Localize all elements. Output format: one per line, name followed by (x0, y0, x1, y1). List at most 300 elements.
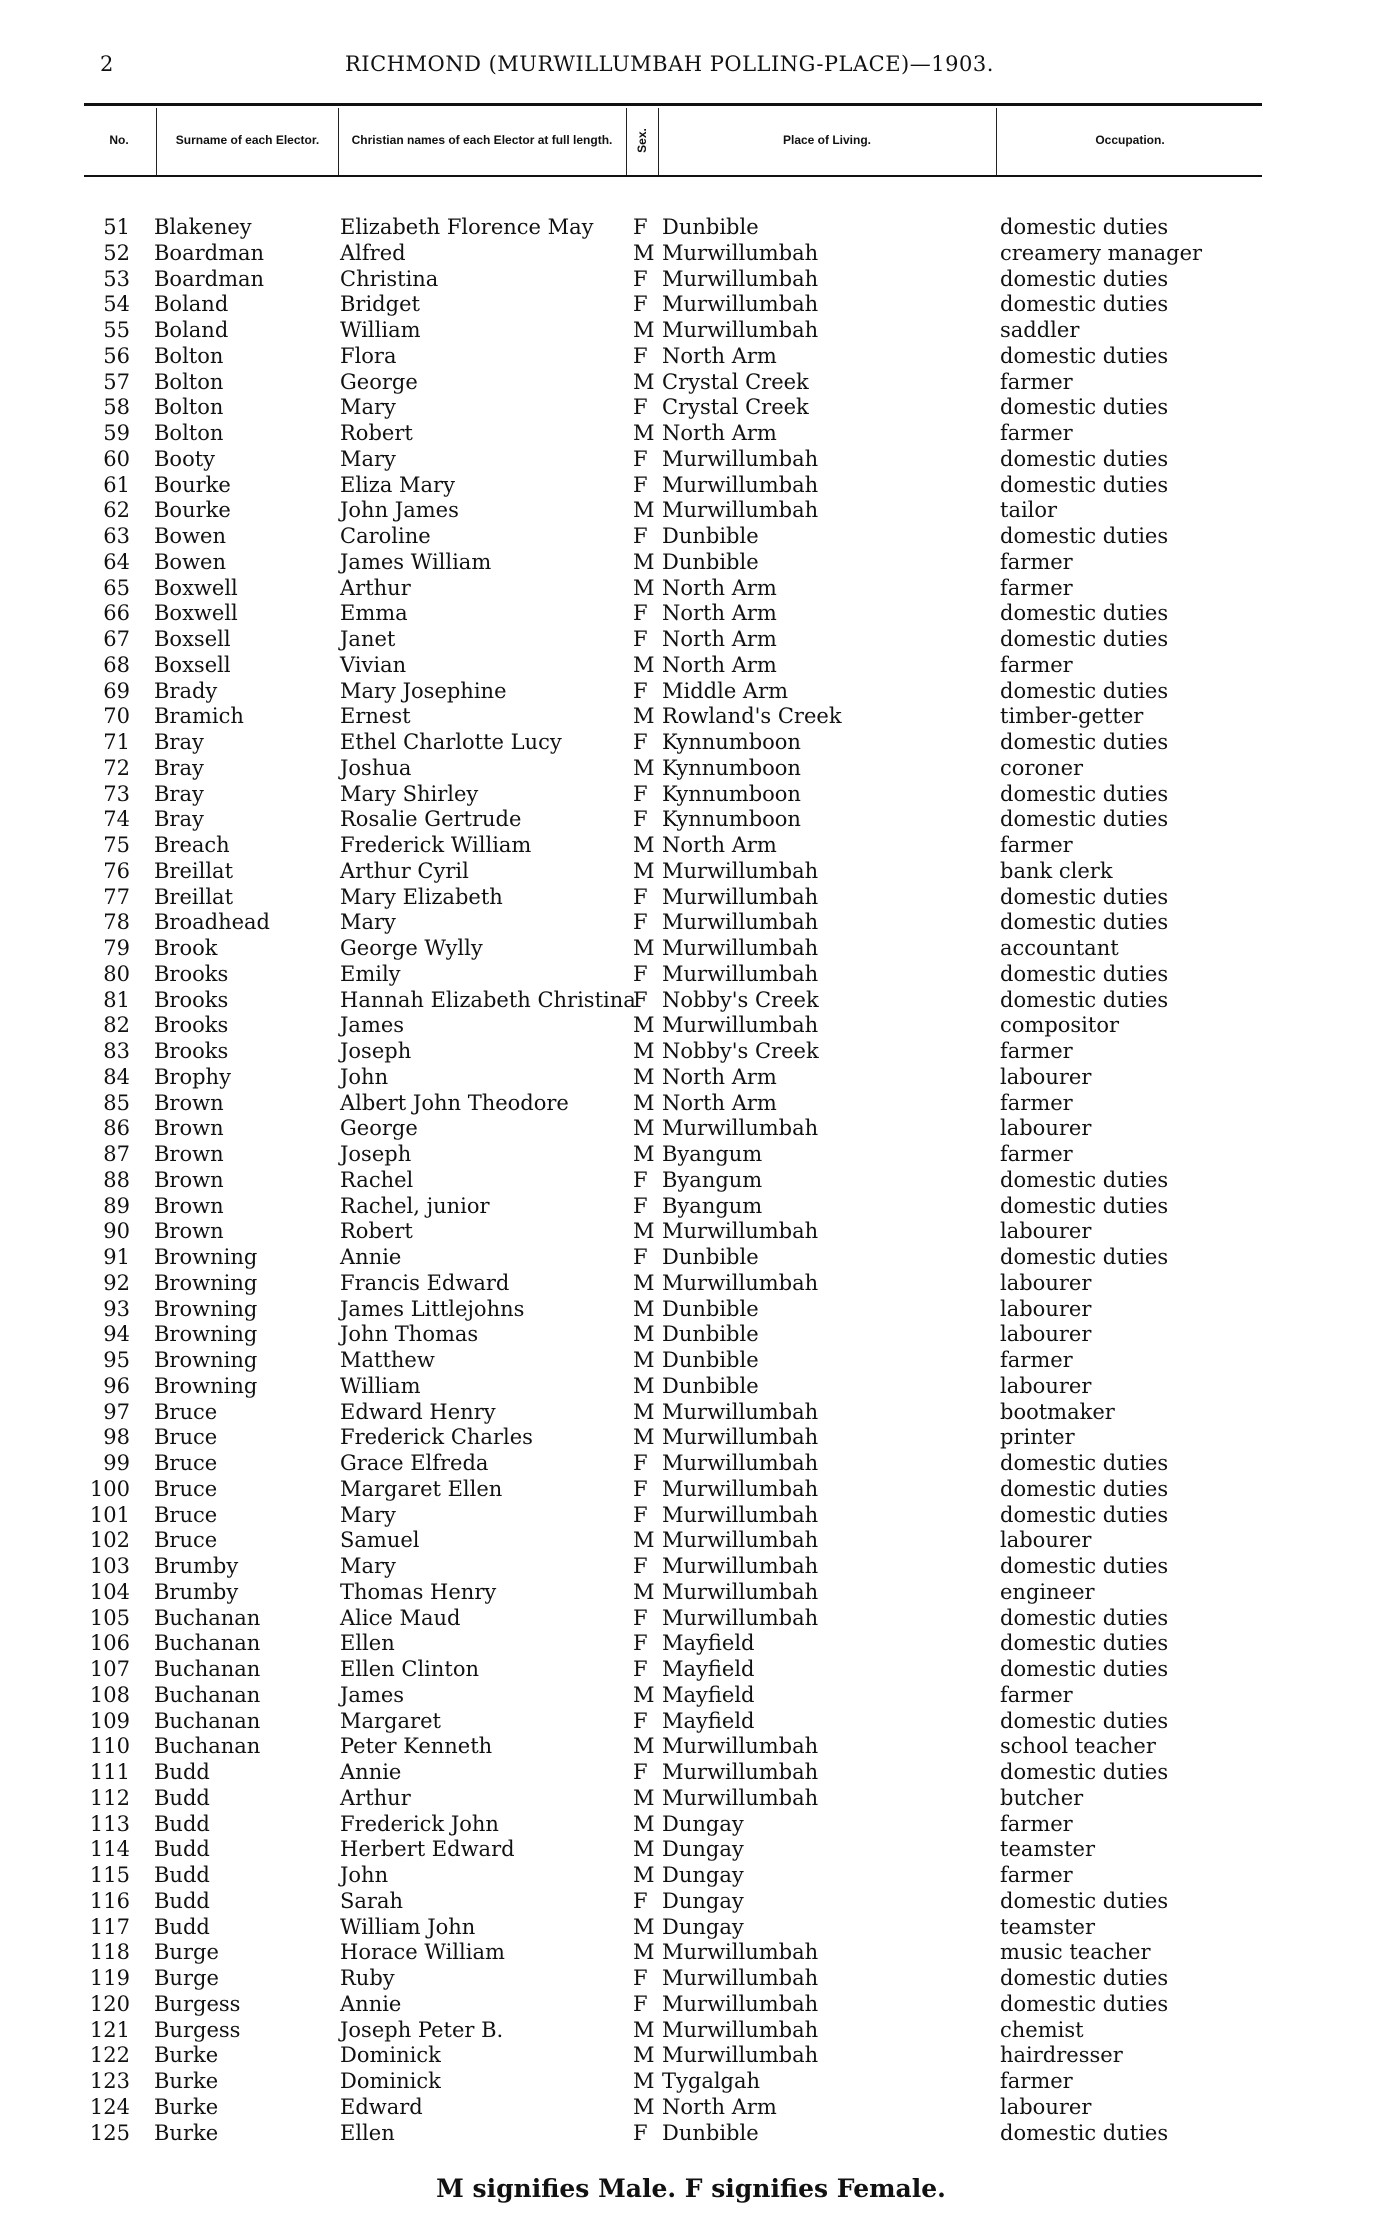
elector-christian-names: Annie (340, 1991, 402, 2016)
elector-place: North Arm (662, 421, 777, 445)
elector-christian-names: Annie (340, 1760, 402, 1784)
elector-occupation: coroner (1000, 755, 1084, 780)
elector-surname: Boxsell (154, 652, 231, 677)
elector-sex: F (633, 395, 648, 420)
elector-sex: F (633, 472, 648, 497)
elector-number: 106 (89, 1631, 130, 1656)
elector-number: 61 (103, 472, 130, 497)
elector-surname: Boxwell (154, 601, 238, 626)
elector-number: 90 (103, 1219, 130, 1244)
elector-christian-names: James (340, 1013, 405, 1038)
elector-occupation: butcher (1000, 1785, 1084, 1810)
elector-number: 81 (103, 987, 130, 1012)
elector-sex: M (633, 318, 655, 342)
elector-occupation: domestic duties (1000, 961, 1169, 986)
elector-occupation: domestic duties (1000, 678, 1169, 703)
elector-number: 84 (103, 1064, 130, 1089)
elector-surname: Brophy (154, 1064, 231, 1089)
elector-place: Murwillumbah (662, 1116, 819, 1141)
elector-occupation: farmer (1000, 1039, 1073, 1063)
elector-place: Nobby's Creek (662, 1039, 819, 1063)
elector-sex: F (633, 1476, 648, 1501)
elector-christian-names: Emily (340, 961, 401, 986)
table-row (0, 1527, 1382, 1553)
elector-sex: F (633, 1631, 648, 1656)
table-row (0, 1218, 1382, 1244)
table-row (0, 497, 1382, 523)
elector-christian-names: Frederick William (340, 833, 532, 857)
elector-occupation: farmer (1000, 369, 1073, 394)
table-row (0, 394, 1382, 420)
table-row (0, 1862, 1382, 1888)
elector-place: Dungay (662, 1914, 744, 1939)
elector-sex: M (633, 1013, 655, 1038)
elector-surname: Burge (154, 1940, 219, 1965)
elector-surname: Burgess (154, 2017, 241, 2042)
elector-christian-names: Mary (340, 1502, 396, 1527)
elector-sex: M (633, 2043, 655, 2068)
elector-number: 110 (89, 1734, 130, 1759)
elector-number: 86 (103, 1116, 130, 1141)
elector-christian-names: John (340, 1064, 389, 1089)
elector-number: 59 (103, 421, 130, 445)
elector-number: 115 (89, 1863, 130, 1887)
elector-sex: F (633, 266, 648, 291)
elector-sex: M (633, 1682, 655, 1707)
elector-sex: F (633, 1502, 648, 1527)
elector-christian-names: Ellen Clinton (340, 1657, 480, 1681)
elector-christian-names: Alfred (340, 240, 406, 265)
elector-number: 117 (89, 1914, 130, 1939)
table-row (0, 1759, 1382, 1785)
table-row (0, 2042, 1382, 2068)
elector-occupation: domestic duties (1000, 1657, 1169, 1681)
elector-christian-names: William John (340, 1914, 476, 1939)
elector-number: 88 (103, 1167, 130, 1192)
elector-occupation: labourer (1000, 1528, 1092, 1553)
col-header-occupation: Occupation. (1095, 132, 1165, 147)
elector-surname: Breillat (154, 858, 234, 883)
elector-christian-names: Mary (340, 910, 396, 935)
table-row (0, 1167, 1382, 1193)
elector-number: 101 (89, 1502, 130, 1527)
elector-occupation: farmer (1000, 549, 1073, 574)
elector-surname: Buchanan (154, 1708, 261, 1733)
elector-surname: Brumby (154, 1579, 239, 1604)
elector-place: Dungay (662, 1888, 744, 1913)
elector-place: Murwillumbah (662, 240, 819, 265)
elector-surname: Browning (154, 1373, 258, 1398)
elector-sex: M (633, 1811, 655, 1836)
elector-surname: Budd (154, 1785, 210, 1810)
elector-number: 85 (103, 1090, 130, 1115)
elector-sex: M (633, 1528, 655, 1553)
elector-occupation: farmer (1000, 652, 1073, 677)
elector-number: 124 (89, 2094, 130, 2119)
elector-sex: F (633, 1708, 648, 1733)
elector-surname: Brady (154, 678, 218, 703)
elector-sex: M (633, 1399, 655, 1424)
elector-christian-names: Arthur (340, 575, 411, 600)
elector-surname: Brown (154, 1142, 224, 1166)
table-row (0, 1502, 1382, 1528)
elector-occupation: creamery manager (1000, 240, 1203, 265)
table-row (0, 1553, 1382, 1579)
elector-christian-names: Annie (340, 1245, 402, 1269)
elector-sex: F (633, 961, 648, 986)
col-header-place: Place of Living. (782, 132, 872, 147)
elector-place: North Arm (662, 1090, 777, 1115)
elector-sex: F (633, 781, 648, 806)
elector-surname: Burgess (154, 1991, 241, 2016)
elector-place: Murwillumbah (662, 318, 819, 342)
table-row (0, 1090, 1382, 1116)
elector-number: 75 (103, 833, 130, 857)
elector-surname: Bourke (154, 472, 231, 497)
table-row (0, 858, 1382, 884)
elector-sex: M (633, 2017, 655, 2042)
table-row (0, 266, 1382, 292)
elector-surname: Broadhead (154, 910, 270, 935)
table-row (0, 1424, 1382, 1450)
elector-number: 94 (103, 1322, 130, 1347)
elector-surname: Burke (154, 2094, 219, 2119)
elector-sex: M (633, 1116, 655, 1141)
elector-place: Murwillumbah (662, 266, 819, 291)
elector-surname: Bolton (154, 343, 224, 368)
col-header-no: No. (109, 132, 129, 147)
elector-place: Mayfield (662, 1708, 755, 1733)
elector-occupation: domestic duties (1000, 1708, 1169, 1733)
table-row (0, 1682, 1382, 1708)
elector-sex: F (633, 1167, 648, 1192)
elector-surname: Bruce (154, 1451, 218, 1475)
elector-place: Murwillumbah (662, 1605, 819, 1630)
elector-surname: Bruce (154, 1425, 218, 1450)
elector-christian-names: Herbert Edward (340, 1837, 515, 1862)
elector-place: Murwillumbah (662, 1399, 819, 1424)
elector-occupation: farmer (1000, 421, 1073, 445)
elector-place: North Arm (662, 833, 777, 857)
elector-number: 93 (103, 1296, 130, 1321)
elector-place: Kynnumboon (662, 730, 801, 754)
elector-christian-names: Margaret (340, 1708, 441, 1733)
elector-surname: Bray (154, 781, 204, 806)
elector-occupation: domestic duties (1000, 884, 1169, 909)
elector-number: 62 (103, 498, 130, 523)
elector-place: North Arm (662, 652, 777, 677)
elector-number: 79 (103, 936, 130, 960)
elector-number: 114 (89, 1837, 130, 1862)
elector-place: Dunbible (662, 215, 759, 239)
elector-christian-names: Rosalie Gertrude (340, 807, 522, 832)
elector-sex: F (633, 1657, 648, 1681)
elector-place: Murwillumbah (662, 292, 819, 317)
elector-number: 104 (89, 1579, 130, 1604)
elector-number: 107 (89, 1657, 130, 1681)
elector-place: North Arm (662, 575, 777, 600)
elector-occupation: domestic duties (1000, 395, 1169, 420)
elector-occupation: domestic duties (1000, 266, 1169, 291)
table-row (0, 1064, 1382, 1090)
table-row (0, 1244, 1382, 1270)
col-header-surname: Surname of each Elector. (175, 132, 320, 147)
elector-sex: M (633, 1579, 655, 1604)
elector-occupation: farmer (1000, 1863, 1073, 1887)
elector-christian-names: Edward Henry (340, 1399, 496, 1424)
elector-occupation: domestic duties (1000, 343, 1169, 368)
elector-occupation: domestic duties (1000, 1631, 1169, 1656)
elector-surname: Bray (154, 807, 204, 832)
elector-occupation: domestic duties (1000, 446, 1169, 471)
elector-occupation: labourer (1000, 1322, 1092, 1347)
elector-occupation: farmer (1000, 1142, 1073, 1166)
elector-christian-names: Joshua (340, 755, 412, 780)
elector-occupation: compositor (1000, 1013, 1120, 1038)
elector-surname: Brown (154, 1167, 224, 1192)
elector-sex: M (633, 240, 655, 265)
elector-place: North Arm (662, 601, 777, 626)
table-row (0, 1476, 1382, 1502)
elector-occupation: domestic duties (1000, 730, 1169, 754)
elector-number: 108 (89, 1682, 130, 1707)
elector-place: Dunbible (662, 2120, 759, 2145)
elector-surname: Brumby (154, 1554, 239, 1578)
elector-sex: F (633, 884, 648, 909)
elector-surname: Buchanan (154, 1657, 261, 1681)
elector-sex: F (633, 1991, 648, 2016)
elector-occupation: domestic duties (1000, 1605, 1169, 1630)
elector-sex: F (633, 1451, 648, 1475)
elector-sex: F (633, 1193, 648, 1218)
elector-number: 52 (103, 240, 130, 265)
elector-christian-names: Mary (340, 446, 396, 471)
elector-surname: Brooks (154, 987, 229, 1012)
elector-christian-names: Alice Maud (340, 1605, 461, 1630)
elector-place: Murwillumbah (662, 1219, 819, 1244)
elector-occupation: domestic duties (1000, 781, 1169, 806)
elector-christian-names: Mary (340, 395, 396, 420)
elector-christian-names: Ellen (340, 2120, 395, 2145)
elector-occupation: labourer (1000, 1219, 1092, 1244)
elector-christian-names: William (340, 318, 421, 342)
elector-christian-names: Peter Kenneth (340, 1734, 493, 1759)
elector-occupation: domestic duties (1000, 1167, 1169, 1192)
col-divider (996, 108, 997, 176)
table-row (0, 2094, 1382, 2120)
elector-surname: Breillat (154, 884, 234, 909)
header-rule-top (84, 103, 1262, 106)
elector-surname: Boland (154, 318, 229, 342)
elector-surname: Browning (154, 1348, 258, 1372)
elector-occupation: domestic duties (1000, 1451, 1169, 1475)
elector-occupation: domestic duties (1000, 987, 1169, 1012)
elector-christian-names: Joseph Peter B. (340, 2017, 504, 2042)
elector-occupation: farmer (1000, 833, 1073, 857)
elector-occupation: bootmaker (1000, 1399, 1115, 1424)
elector-number: 92 (103, 1270, 130, 1295)
elector-place: Dungay (662, 1837, 744, 1862)
col-divider (658, 108, 659, 176)
elector-christian-names: Frederick John (340, 1811, 499, 1836)
elector-surname: Burke (154, 2120, 219, 2145)
elector-occupation: domestic duties (1000, 1760, 1169, 1784)
elector-sex: F (633, 524, 648, 548)
elector-place: Murwillumbah (662, 858, 819, 883)
elector-place: Murwillumbah (662, 1760, 819, 1784)
elector-christian-names: Christina (340, 266, 439, 291)
elector-sex: F (633, 1888, 648, 1913)
elector-sex: F (633, 1605, 648, 1630)
elector-surname: Blakeney (154, 215, 252, 239)
table-row (0, 961, 1382, 987)
table-row (0, 1012, 1382, 1038)
table-row (0, 1991, 1382, 2017)
elector-number: 68 (103, 652, 130, 677)
elector-place: Murwillumbah (662, 936, 819, 960)
elector-surname: Buchanan (154, 1605, 261, 1630)
table-row (0, 523, 1382, 549)
elector-place: Murwillumbah (662, 1013, 819, 1038)
elector-occupation: farmer (1000, 575, 1073, 600)
elector-christian-names: Robert (340, 1219, 413, 1244)
elector-christian-names: Rachel, junior (340, 1193, 490, 1218)
sex-legend: M signifies Male. F signifies Female. (436, 2174, 946, 2203)
elector-number: 99 (103, 1451, 130, 1475)
elector-sex: M (633, 1734, 655, 1759)
elector-sex: F (633, 910, 648, 935)
elector-number: 66 (103, 601, 130, 626)
elector-surname: Boland (154, 292, 229, 317)
elector-surname: Bruce (154, 1476, 218, 1501)
elector-place: Mayfield (662, 1657, 755, 1681)
elector-surname: Brooks (154, 1013, 229, 1038)
elector-number: 67 (103, 627, 130, 651)
elector-surname: Bray (154, 730, 204, 754)
elector-surname: Budd (154, 1811, 210, 1836)
elector-surname: Brown (154, 1090, 224, 1115)
elector-occupation: domestic duties (1000, 292, 1169, 317)
table-row (0, 240, 1382, 266)
table-row (0, 1656, 1382, 1682)
elector-number: 125 (89, 2120, 130, 2145)
col-header-sex: Sex. (634, 127, 649, 153)
elector-sex: M (633, 1425, 655, 1450)
elector-place: Dungay (662, 1811, 744, 1836)
table-row (0, 755, 1382, 781)
elector-number: 69 (103, 678, 130, 703)
elector-sex: M (633, 369, 655, 394)
elector-number: 122 (89, 2043, 130, 2068)
elector-sex: M (633, 549, 655, 574)
elector-surname: Bruce (154, 1528, 218, 1553)
elector-place: Murwillumbah (662, 910, 819, 935)
table-row (0, 1630, 1382, 1656)
table-row (0, 1914, 1382, 1940)
elector-christian-names: Eliza Mary (340, 472, 455, 497)
elector-occupation: domestic duties (1000, 1245, 1169, 1269)
table-row (0, 1965, 1382, 1991)
elector-occupation: domestic duties (1000, 1888, 1169, 1913)
electors-table (0, 214, 1382, 2145)
elector-number: 57 (103, 369, 130, 394)
table-row (0, 1733, 1382, 1759)
table-row (0, 678, 1382, 704)
elector-sex: M (633, 755, 655, 780)
elector-place: Murwillumbah (662, 884, 819, 909)
elector-place: Dunbible (662, 549, 759, 574)
table-row (0, 1939, 1382, 1965)
elector-place: Murwillumbah (662, 1476, 819, 1501)
col-divider (156, 108, 157, 176)
elector-occupation: labourer (1000, 2094, 1092, 2119)
elector-occupation: accountant (1000, 936, 1119, 960)
elector-number: 54 (103, 292, 130, 317)
elector-place: Murwillumbah (662, 1966, 819, 1990)
elector-surname: Browning (154, 1322, 258, 1347)
elector-occupation: domestic duties (1000, 627, 1169, 651)
elector-occupation: domestic duties (1000, 524, 1169, 548)
elector-sex: M (633, 498, 655, 523)
elector-christian-names: George (340, 1116, 418, 1141)
elector-place: Rowland's Creek (662, 704, 842, 729)
elector-occupation: farmer (1000, 1348, 1073, 1372)
elector-occupation: timber-getter (1000, 704, 1144, 729)
elector-sex: M (633, 1837, 655, 1862)
elector-number: 95 (103, 1348, 130, 1372)
elector-surname: Bolton (154, 395, 224, 420)
elector-surname: Browning (154, 1245, 258, 1269)
elector-surname: Buchanan (154, 1631, 261, 1656)
elector-occupation: music teacher (1000, 1940, 1151, 1965)
elector-surname: Browning (154, 1296, 258, 1321)
elector-occupation: domestic duties (1000, 472, 1169, 497)
elector-number: 56 (103, 343, 130, 368)
elector-christian-names: Sarah (340, 1888, 403, 1913)
elector-surname: Budd (154, 1837, 210, 1862)
elector-surname: Bruce (154, 1399, 218, 1424)
elector-surname: Boardman (154, 266, 265, 291)
elector-occupation: domestic duties (1000, 2120, 1169, 2145)
elector-place: Dunbible (662, 1296, 759, 1321)
table-row (0, 806, 1382, 832)
elector-number: 102 (89, 1528, 130, 1553)
elector-occupation: domestic duties (1000, 910, 1169, 935)
elector-surname: Browning (154, 1270, 258, 1295)
table-row (0, 781, 1382, 807)
elector-sex: F (633, 1554, 648, 1578)
elector-number: 98 (103, 1425, 130, 1450)
elector-surname: Bruce (154, 1502, 218, 1527)
table-row (0, 1193, 1382, 1219)
elector-christian-names: Mary Josephine (340, 678, 507, 703)
elector-place: Murwillumbah (662, 1528, 819, 1553)
elector-place: Tygalgah (662, 2069, 761, 2093)
elector-surname: Breach (154, 833, 230, 857)
elector-number: 71 (103, 730, 130, 754)
elector-place: Dunbible (662, 1373, 759, 1398)
elector-number: 74 (103, 807, 130, 832)
elector-number: 53 (103, 266, 130, 291)
elector-place: Murwillumbah (662, 1425, 819, 1450)
elector-place: Dunbible (662, 1348, 759, 1372)
elector-occupation: school teacher (1000, 1734, 1156, 1759)
elector-sex: M (633, 1940, 655, 1965)
elector-place: Murwillumbah (662, 1502, 819, 1527)
elector-occupation: teamster (1000, 1914, 1095, 1939)
table-row (0, 214, 1382, 240)
table-row (0, 1270, 1382, 1296)
